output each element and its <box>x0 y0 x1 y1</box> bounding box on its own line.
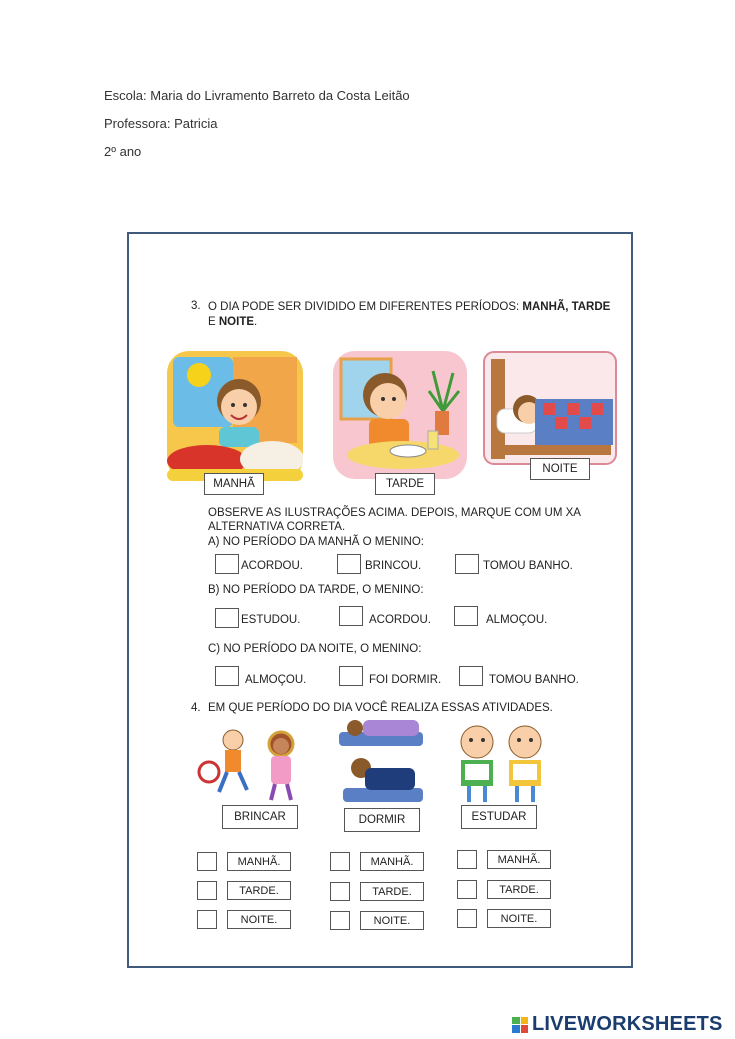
q3c-checkbox-1[interactable] <box>215 666 239 686</box>
play-night-label: NOITE. <box>227 910 291 929</box>
play-night-checkbox[interactable] <box>197 910 217 929</box>
liveworksheets-icon <box>512 1017 528 1033</box>
study-night-label: NOITE. <box>487 909 551 928</box>
q3a-option-2: BRINCOU. <box>365 560 422 572</box>
activity-study: ESTUDAR <box>461 805 537 829</box>
study-morning-checkbox[interactable] <box>457 850 477 869</box>
play-illustration <box>195 724 305 804</box>
q3-instruction: OBSERVE AS ILUSTRAÇÕES ACIMA. DEPOIS, MARQUE COM UM XA ALTERNATIVA CORRETA. <box>208 507 581 533</box>
q3a-checkbox-3[interactable] <box>455 554 479 574</box>
play-afternoon-checkbox[interactable] <box>197 881 217 900</box>
q3b-checkbox-3[interactable] <box>454 606 478 626</box>
morning-illustration <box>167 351 303 481</box>
study-night-checkbox[interactable] <box>457 909 477 928</box>
night-illustration <box>483 351 617 465</box>
q4-number: 4. <box>191 702 201 714</box>
worksheet <box>127 232 633 968</box>
q3b-checkbox-2[interactable] <box>339 606 363 626</box>
q3a-checkbox-2[interactable] <box>337 554 361 574</box>
study-afternoon-label: TARDE. <box>487 880 551 899</box>
sleep-afternoon-checkbox[interactable] <box>330 882 350 901</box>
teacher-name: Professora: Patricia <box>104 116 218 131</box>
q3c-option-2: FOI DORMIR. <box>369 674 442 686</box>
q3a-question: A) NO PERÍODO DA MANHÃ O MENINO: <box>208 536 424 548</box>
label-night: NOITE <box>530 458 590 480</box>
q3c-checkbox-3[interactable] <box>459 666 483 686</box>
play-afternoon-label: TARDE. <box>227 881 291 900</box>
sleep-afternoon-label: TARDE. <box>360 882 424 901</box>
play-morning-label: MANHÃ. <box>227 852 291 871</box>
q3b-option-3: ALMOÇOU. <box>486 614 548 626</box>
sleep-morning-label: MANHÃ. <box>360 852 424 871</box>
q3a-checkbox-1[interactable] <box>215 554 239 574</box>
sleep-morning-checkbox[interactable] <box>330 852 350 871</box>
sleep-night-checkbox[interactable] <box>330 911 350 930</box>
q3c-checkbox-2[interactable] <box>339 666 363 686</box>
liveworksheets-wordmark: LIVEWORKSHEETS <box>532 1013 723 1035</box>
grade: 2º ano <box>104 144 142 159</box>
sleep-night-label: NOITE. <box>360 911 424 930</box>
sun-icon <box>187 363 211 387</box>
q3-text: O DIA PODE SER DIVIDIDO EM DIFERENTES PERÍODOS: MANHÃ, TARDE E NOITE. <box>208 301 611 328</box>
q3a-option-1: ACORDOU. <box>241 560 303 572</box>
liveworksheets-logo[interactable] <box>512 1013 723 1036</box>
activity-play: BRINCAR <box>222 805 298 829</box>
afternoon-illustration <box>333 351 467 479</box>
study-afternoon-checkbox[interactable] <box>457 880 477 899</box>
activity-sleep: DORMIR <box>344 808 420 832</box>
q3b-option-1: ESTUDOU. <box>241 614 301 626</box>
play-morning-checkbox[interactable] <box>197 852 217 871</box>
q3b-question: B) NO PERÍODO DA TARDE, O MENINO: <box>208 584 424 596</box>
sleep-illustration <box>335 716 425 806</box>
q3c-option-3: TOMOU BANHO. <box>489 674 579 686</box>
q3a-option-3: TOMOU BANHO. <box>483 560 573 572</box>
q3c-question: C) NO PERÍODO DA NOITE, O MENINO: <box>208 643 422 655</box>
q3b-option-2: ACORDOU. <box>369 614 431 626</box>
study-illustration <box>455 720 551 806</box>
q4-text: EM QUE PERÍODO DO DIA VOCÊ REALIZA ESSAS ATIVIDADES. <box>208 702 553 714</box>
school-name: Escola: Maria do Livramento Barreto da Costa Leitão <box>104 88 410 103</box>
study-morning-label: MANHÃ. <box>487 850 551 869</box>
q3b-checkbox-1[interactable] <box>215 608 239 628</box>
q3c-option-1: ALMOÇOU. <box>245 674 307 686</box>
label-morning: MANHÃ <box>204 473 264 495</box>
label-afternoon: TARDE <box>375 473 435 495</box>
q3-number: 3. <box>191 300 201 312</box>
